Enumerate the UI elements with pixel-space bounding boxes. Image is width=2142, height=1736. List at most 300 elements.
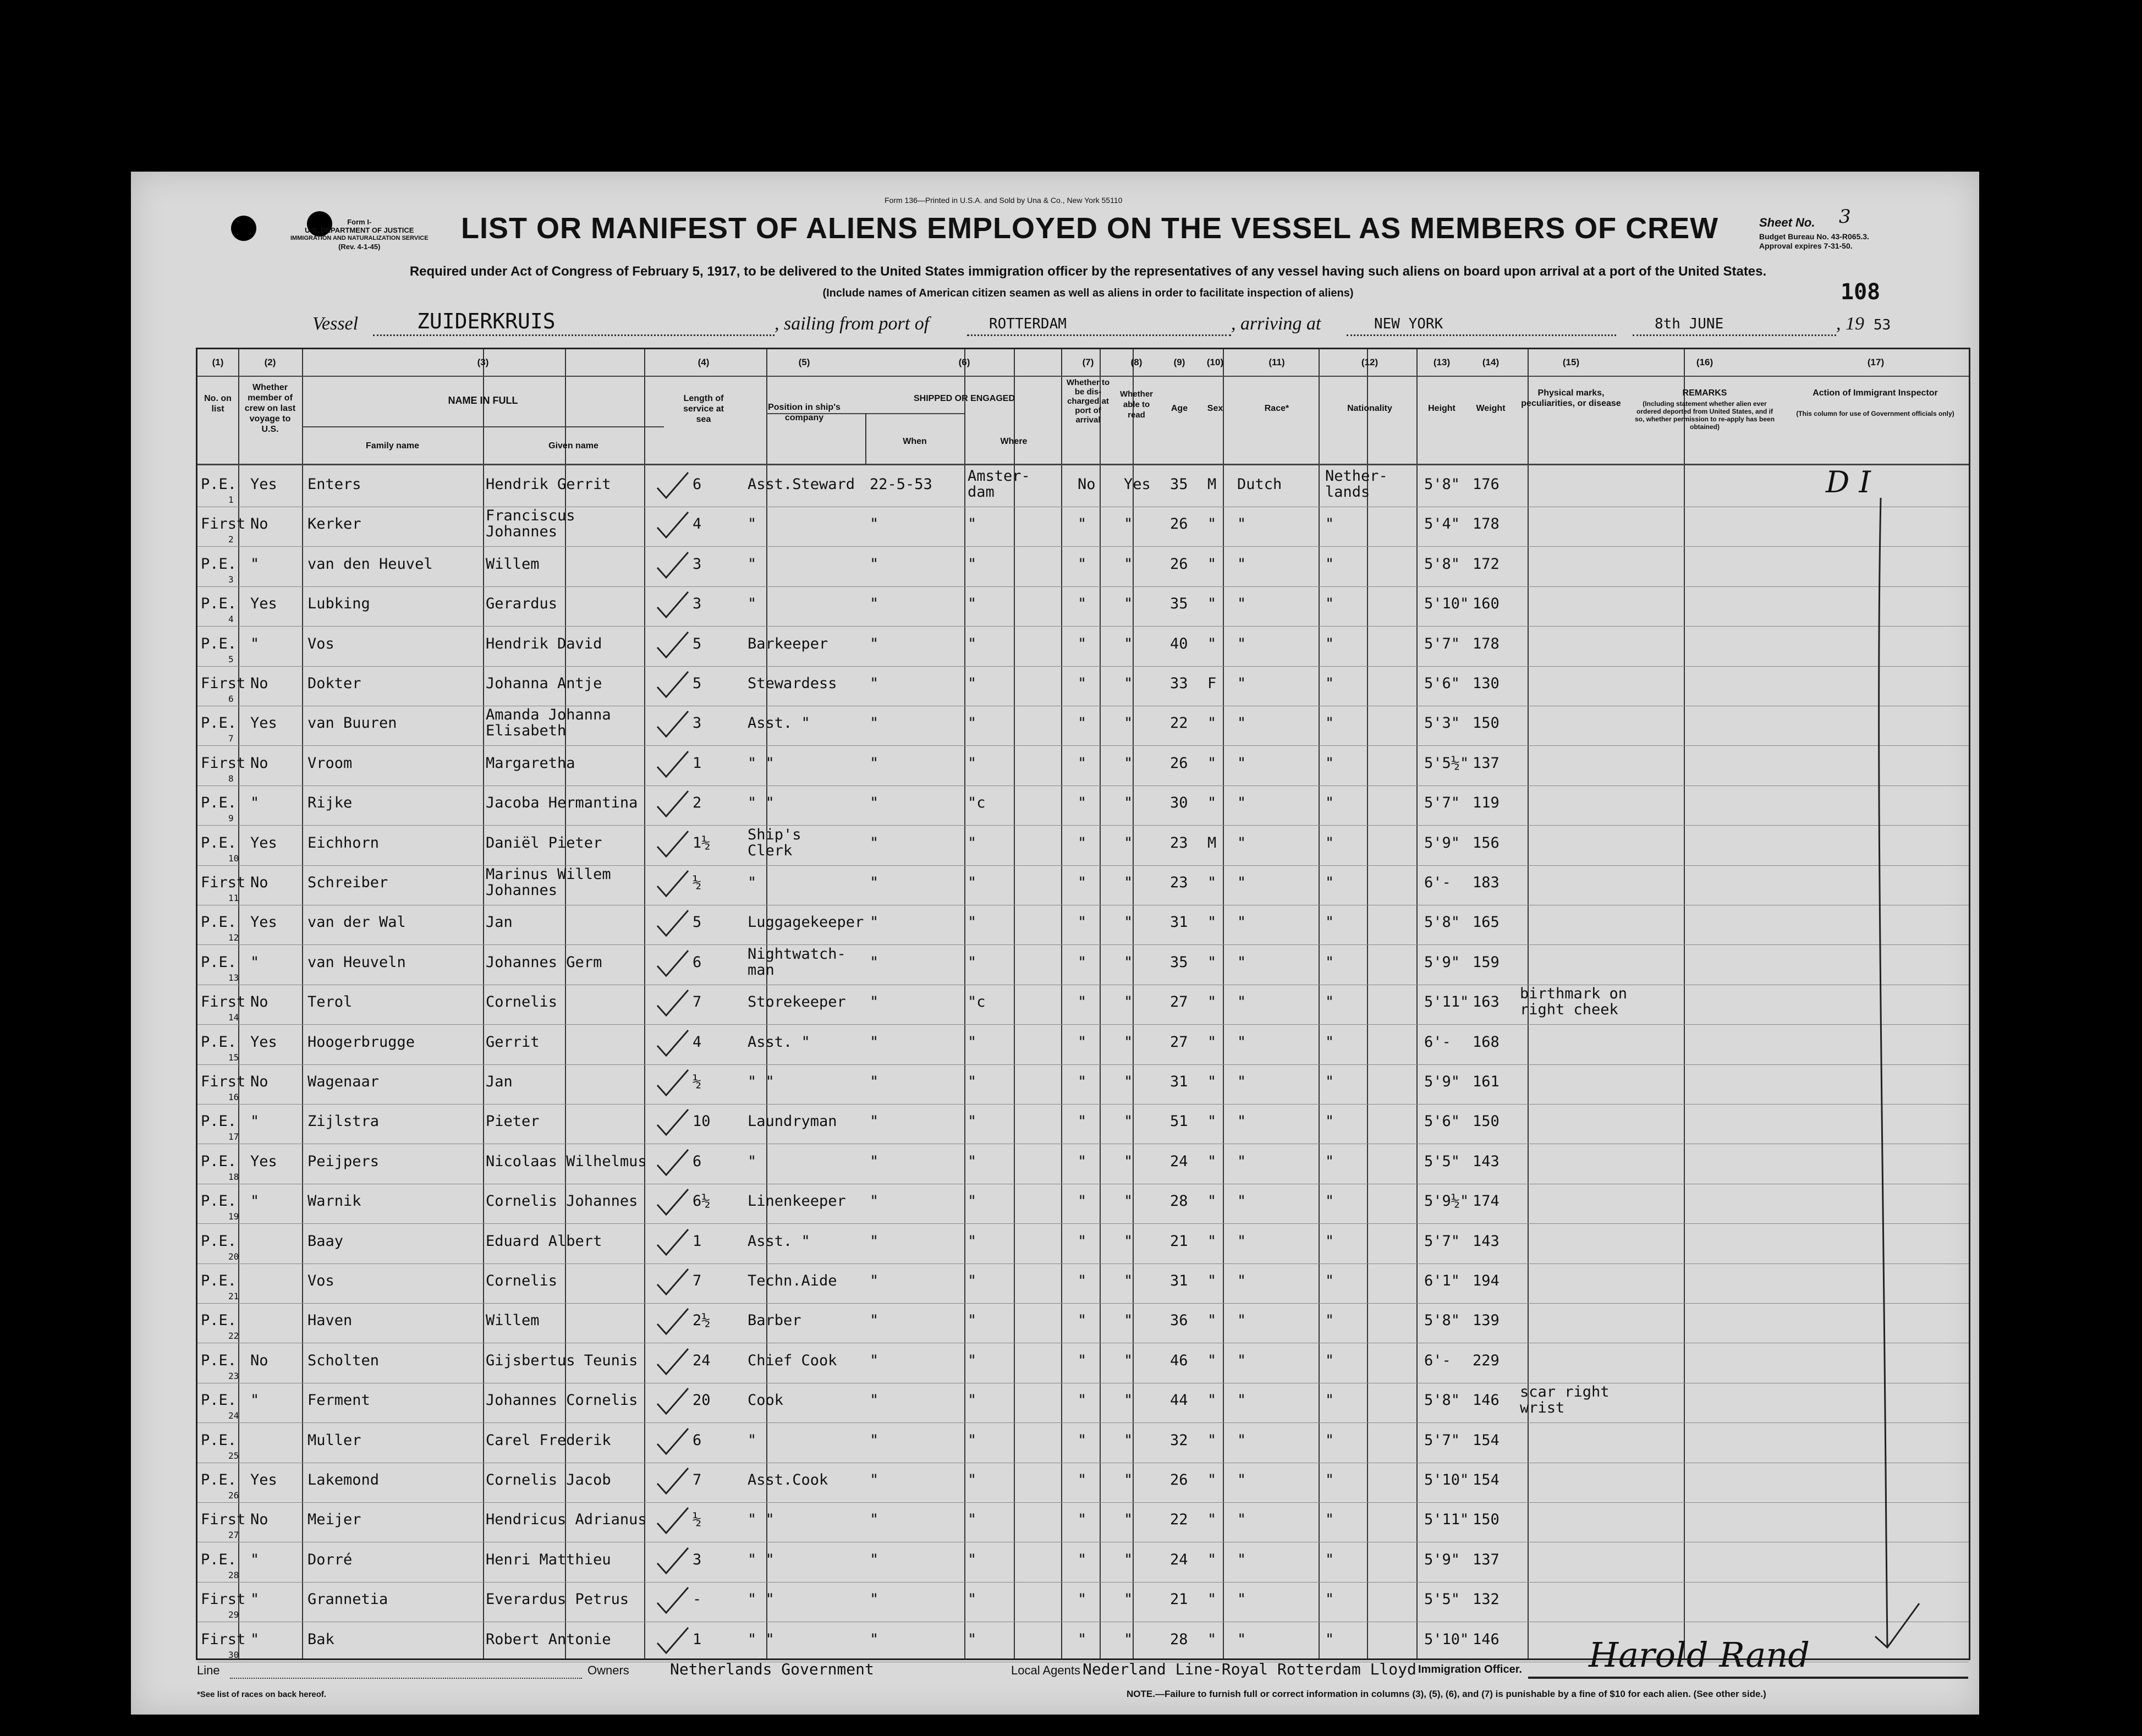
check-mark-icon xyxy=(654,668,693,701)
family-name-cell: Peijpers xyxy=(307,1152,380,1170)
able-to-read-cell: " xyxy=(1124,515,1133,533)
discharged-cell: " xyxy=(1078,754,1087,772)
age-cell: 31 xyxy=(1170,1272,1188,1289)
position-cell: Stewardess xyxy=(748,675,837,692)
row-class-cell: First xyxy=(201,1630,246,1648)
family-name-cell: Eichhorn xyxy=(307,834,380,851)
shipped-where-cell: " xyxy=(968,1551,977,1568)
year-label: , 19 xyxy=(1836,314,1864,334)
family-name-cell: Lubking xyxy=(307,595,370,613)
shipped-where-cell: " xyxy=(968,1232,977,1250)
row-class-cell: P.E. xyxy=(201,953,237,971)
vessel-name: ZUIDERKRUIS xyxy=(417,309,556,333)
position-cell: Asst. " xyxy=(748,1033,810,1051)
height-cell: 5'10" xyxy=(1424,1630,1469,1648)
officer-signature: Harold Rand xyxy=(1589,1635,1810,1675)
page-number: 108 xyxy=(1841,279,1881,305)
family-name-cell: Haven xyxy=(307,1312,353,1330)
family-name-cell: Zijlstra xyxy=(307,1113,380,1130)
table-row xyxy=(197,745,1969,786)
col-name: REMARKS xyxy=(1682,388,1727,398)
row-class-cell: First xyxy=(201,1511,246,1529)
table-row xyxy=(197,1143,1969,1184)
service-length-cell: ½ xyxy=(693,1511,702,1529)
service-length-cell: 5 xyxy=(693,635,702,652)
weight-cell: 178 xyxy=(1473,635,1500,652)
check-mark-icon xyxy=(654,828,693,861)
race-cell: " xyxy=(1237,1352,1246,1369)
last-voyage-cell: No xyxy=(250,1352,268,1369)
family-name-cell: Dorré xyxy=(307,1551,353,1568)
position-cell: " " xyxy=(748,1551,775,1568)
line-number: 24 xyxy=(228,1410,239,1421)
given-name-cell: Hendrik Gerrit xyxy=(486,476,611,493)
last-voyage-cell: No xyxy=(250,874,268,891)
shipped-when-cell: " xyxy=(870,1073,879,1090)
line-number: 30 xyxy=(228,1649,239,1660)
col-name: Whether member of crew on last voyage to U.S. xyxy=(244,383,296,434)
check-mark-icon xyxy=(654,1305,693,1338)
agents-value: Nederland Line-Royal Rotterdam Lloyd xyxy=(1083,1660,1416,1678)
shipped-when-cell: " xyxy=(870,1511,879,1529)
line-number: 23 xyxy=(228,1370,239,1381)
officer-label: Immigration Officer. xyxy=(1418,1663,1522,1675)
weight-cell: 143 xyxy=(1473,1152,1500,1170)
shipped-when-cell: " xyxy=(870,1591,879,1608)
service-length-cell: 20 xyxy=(693,1392,711,1409)
table-row xyxy=(197,506,1969,547)
nationality-cell: " xyxy=(1325,1352,1334,1369)
agents-label: Local Agents xyxy=(1011,1663,1080,1677)
service-length-cell: ½ xyxy=(693,1073,702,1090)
table-row xyxy=(197,546,1969,587)
height-cell: 5'8" xyxy=(1424,1392,1460,1409)
sex-cell: " xyxy=(1207,555,1217,573)
given-name-cell: Gijsbertus Teunis xyxy=(486,1352,638,1369)
last-voyage-cell: Yes xyxy=(250,715,277,732)
given-name-cell: Daniël Pieter xyxy=(486,834,602,851)
shipped-when-cell: " xyxy=(870,1113,879,1130)
able-to-read-cell: " xyxy=(1124,1591,1133,1608)
col-name: Height xyxy=(1428,404,1456,413)
col-name: Age xyxy=(1171,404,1188,413)
given-name-cell: Cornelis xyxy=(486,1272,558,1289)
physical-marks-cell: birthmark on right cheek xyxy=(1520,985,1628,1019)
service-length-cell: 1½ xyxy=(693,834,711,851)
nationality-cell: " xyxy=(1325,953,1334,971)
height-cell: 5'11" xyxy=(1424,1511,1469,1529)
sex-cell: " xyxy=(1207,1152,1217,1170)
sex-cell: " xyxy=(1207,1312,1217,1330)
race-cell: " xyxy=(1237,834,1246,851)
able-to-read-cell: " xyxy=(1124,1113,1133,1130)
weight-cell: 154 xyxy=(1473,1431,1500,1449)
race-cell: " xyxy=(1237,1591,1246,1608)
sex-cell: " xyxy=(1207,1193,1217,1210)
sex-cell: M xyxy=(1207,834,1217,851)
line-number: 28 xyxy=(228,1569,239,1580)
service-length-cell: 1 xyxy=(693,1630,702,1648)
check-mark-icon xyxy=(654,1027,693,1060)
able-to-read-cell: " xyxy=(1124,1312,1133,1330)
row-class-cell: First xyxy=(201,1591,246,1608)
arrival-port: NEW YORK xyxy=(1374,316,1443,332)
shipped-where-cell: " xyxy=(968,1152,977,1170)
shipped-where-cell: " xyxy=(968,1591,977,1608)
service-length-cell: 7 xyxy=(693,993,702,1011)
shipped-when-cell: " xyxy=(870,1630,879,1648)
family-name-cell: Bak xyxy=(307,1630,334,1648)
col-name: Physical marks, peculiarities, or disease xyxy=(1521,388,1621,408)
family-name-cell: van Buuren xyxy=(307,715,397,732)
shipped-when-cell: " xyxy=(870,1033,879,1051)
sex-cell: " xyxy=(1207,635,1217,652)
given-name-cell: Johanna Antje xyxy=(486,675,602,692)
shipped-when-cell: 22-5-53 xyxy=(870,476,932,493)
family-name-cell: Wagenaar xyxy=(307,1073,380,1090)
shipped-where-cell: " xyxy=(968,1033,977,1051)
nationality-cell: " xyxy=(1325,1193,1334,1210)
weight-cell: 137 xyxy=(1473,754,1500,772)
line-number: 21 xyxy=(228,1291,239,1301)
check-mark-icon xyxy=(654,1504,693,1537)
sex-cell: " xyxy=(1207,953,1217,971)
table-row xyxy=(197,585,1969,627)
line-number: 14 xyxy=(228,1012,239,1023)
race-cell: " xyxy=(1237,515,1246,533)
weight-cell: 165 xyxy=(1473,914,1500,931)
age-cell: 26 xyxy=(1170,1471,1188,1488)
row-class-cell: First xyxy=(201,874,246,891)
line-number: 8 xyxy=(228,773,234,784)
check-mark-icon xyxy=(654,788,693,821)
able-to-read-cell: Yes xyxy=(1124,476,1151,493)
given-name-cell: Hendricus Adrianus xyxy=(486,1511,647,1529)
arrival-year: 53 xyxy=(1874,317,1891,333)
race-cell: " xyxy=(1237,1033,1246,1051)
discharged-cell: " xyxy=(1078,1272,1087,1289)
age-cell: 51 xyxy=(1170,1113,1188,1130)
age-cell: 24 xyxy=(1170,1551,1188,1568)
given-name-cell: Cornelis Johannes xyxy=(486,1193,638,1210)
line-number: 25 xyxy=(228,1450,239,1461)
discharged-cell: " xyxy=(1078,1511,1087,1529)
family-name-cell: Terol xyxy=(307,993,353,1011)
punch-hole xyxy=(231,216,256,241)
shipped-when-cell: " xyxy=(870,874,879,891)
service-length-cell: - xyxy=(693,1591,702,1608)
table-row xyxy=(197,1501,1969,1542)
shipped-where-cell: " xyxy=(968,1073,977,1090)
row-class-cell: First xyxy=(201,675,246,692)
weight-cell: 137 xyxy=(1473,1551,1500,1568)
age-cell: 27 xyxy=(1170,1033,1188,1051)
given-name-cell: Willem xyxy=(486,1312,540,1330)
col-name: Race* xyxy=(1264,404,1289,413)
row-class-cell: P.E. xyxy=(201,914,237,931)
row-class-cell: First xyxy=(201,515,246,533)
discharged-cell: " xyxy=(1078,635,1087,652)
weight-cell: 154 xyxy=(1473,1471,1500,1488)
row-class-cell: P.E. xyxy=(201,595,237,613)
check-mark-icon xyxy=(654,907,693,940)
sex-cell: " xyxy=(1207,595,1217,613)
discharged-cell: " xyxy=(1078,715,1087,732)
height-cell: 5'5" xyxy=(1424,1152,1460,1170)
when-header: When xyxy=(903,437,927,446)
nationality-cell: " xyxy=(1325,834,1334,851)
check-mark-icon xyxy=(654,1146,693,1179)
position-cell: " " xyxy=(748,1630,775,1648)
position-cell: Laundryman xyxy=(748,1113,837,1130)
given-name-cell: Eduard Albert xyxy=(486,1232,602,1250)
sheet-number-label: Sheet No. xyxy=(1759,216,1815,229)
line-number: 19 xyxy=(228,1211,239,1222)
height-cell: 6'- xyxy=(1424,1352,1451,1369)
discharged-cell: " xyxy=(1078,1471,1087,1488)
discharged-cell: " xyxy=(1078,1591,1087,1608)
able-to-read-cell: " xyxy=(1124,635,1133,652)
col-name: No. on list xyxy=(204,394,232,414)
race-cell: " xyxy=(1237,914,1246,931)
position-cell: Barkeeper xyxy=(748,635,828,652)
age-cell: 46 xyxy=(1170,1352,1188,1369)
position-cell: " xyxy=(748,515,757,533)
table-row xyxy=(197,1223,1969,1264)
family-name-cell: Warnik xyxy=(307,1193,361,1210)
race-cell: " xyxy=(1237,595,1246,613)
weight-cell: 178 xyxy=(1473,515,1500,533)
last-voyage-cell: No xyxy=(250,675,268,692)
last-voyage-cell: " xyxy=(250,1551,260,1568)
service-length-cell: 5 xyxy=(693,914,702,931)
age-cell: 44 xyxy=(1170,1392,1188,1409)
table-row xyxy=(197,1581,1969,1622)
able-to-read-cell: " xyxy=(1124,754,1133,772)
discharged-cell: " xyxy=(1078,1352,1087,1369)
given-name-cell: Jacoba Hermantina xyxy=(486,794,638,812)
shipped-when-cell: " xyxy=(870,993,879,1011)
row-class-cell: P.E. xyxy=(201,1352,237,1369)
nationality-cell: " xyxy=(1325,595,1334,613)
able-to-read-cell: " xyxy=(1124,1630,1133,1648)
nationality-cell: " xyxy=(1325,715,1334,732)
sex-cell: " xyxy=(1207,1392,1217,1409)
able-to-read-cell: " xyxy=(1124,1193,1133,1210)
col-num: (14) xyxy=(1482,357,1500,367)
line-number: 2 xyxy=(228,534,234,545)
line-number: 1 xyxy=(228,495,234,505)
last-voyage-cell: Yes xyxy=(250,595,277,613)
service-length-cell: 6 xyxy=(693,953,702,971)
race-cell: " xyxy=(1237,794,1246,812)
shipped-when-cell: " xyxy=(870,1352,879,1369)
nationality-cell: " xyxy=(1325,754,1334,772)
last-voyage-cell: Yes xyxy=(250,1152,277,1170)
shipped-where-cell: " xyxy=(968,675,977,692)
weight-cell: 156 xyxy=(1473,834,1500,851)
discharged-cell: " xyxy=(1078,1113,1087,1130)
family-name-cell: Kerker xyxy=(307,515,361,533)
physical-marks-cell: scar right wrist xyxy=(1520,1383,1610,1417)
line-number: 16 xyxy=(228,1092,239,1102)
form-identifier: Form I- U.S. DEPARTMENT OF JUSTICE IMMIGRATION AND NATURALIZATION SERVICE (Rev. 4-1-45) xyxy=(290,218,429,251)
family-name-header: Family name xyxy=(366,441,419,451)
col-num: (4) xyxy=(697,357,710,367)
weight-cell: 161 xyxy=(1473,1073,1500,1090)
sex-cell: F xyxy=(1207,675,1217,692)
last-voyage-cell: No xyxy=(250,754,268,772)
nationality-cell: " xyxy=(1325,914,1334,931)
able-to-read-cell: " xyxy=(1124,953,1133,971)
sex-cell: " xyxy=(1207,1073,1217,1090)
nationality-cell: " xyxy=(1325,1272,1334,1289)
shipped-when-cell: " xyxy=(870,754,879,772)
check-mark-icon xyxy=(654,1385,693,1418)
last-voyage-cell: No xyxy=(250,1511,268,1529)
family-name-cell: Baay xyxy=(307,1232,344,1250)
discharged-cell: " xyxy=(1078,1152,1087,1170)
age-cell: 28 xyxy=(1170,1193,1188,1210)
height-cell: 5'7" xyxy=(1424,635,1460,652)
line-number: 9 xyxy=(228,813,234,824)
col-num: (7) xyxy=(1082,357,1094,367)
nationality-cell: " xyxy=(1325,1551,1334,1568)
position-cell: " " xyxy=(748,1511,775,1529)
race-cell: " xyxy=(1237,1312,1246,1330)
last-voyage-cell: No xyxy=(250,993,268,1011)
shipped-when-cell: " xyxy=(870,1193,879,1210)
given-name-cell: Margaretha xyxy=(486,754,575,772)
owners-value: Netherlands Government xyxy=(670,1660,874,1678)
nationality-cell: " xyxy=(1325,1591,1334,1608)
col-name: Position in ship's company xyxy=(768,403,841,422)
given-name-cell: Gerrit xyxy=(486,1033,540,1051)
shipped-where-cell: " xyxy=(968,1431,977,1449)
able-to-read-cell: " xyxy=(1124,1033,1133,1051)
shipped-where-cell: " xyxy=(968,1113,977,1130)
given-name-cell: Hendrik David xyxy=(486,635,602,652)
shipped-when-cell: " xyxy=(870,555,879,573)
last-voyage-cell: " xyxy=(250,1113,260,1130)
able-to-read-cell: " xyxy=(1124,993,1133,1011)
table-row xyxy=(197,1382,1969,1423)
height-cell: 5'6" xyxy=(1424,675,1460,692)
height-cell: 5'8" xyxy=(1424,914,1460,931)
check-mark-icon xyxy=(654,629,693,662)
shipped-when-cell: " xyxy=(870,1152,879,1170)
row-class-cell: P.E. xyxy=(201,635,237,652)
shipped-when-cell: " xyxy=(870,1312,879,1330)
height-cell: 5'10" xyxy=(1424,1471,1469,1488)
sex-cell: " xyxy=(1207,754,1217,772)
check-mark-icon xyxy=(654,1624,693,1657)
last-voyage-cell: Yes xyxy=(250,1471,277,1488)
race-cell: " xyxy=(1237,993,1246,1011)
service-length-cell: 10 xyxy=(693,1113,711,1130)
nationality-cell: " xyxy=(1325,635,1334,652)
age-cell: 36 xyxy=(1170,1312,1188,1330)
shipped-where-cell: " xyxy=(968,715,977,732)
row-class-cell: P.E. xyxy=(201,1272,237,1289)
table-row xyxy=(197,1302,1969,1343)
given-name-cell: Carel Frederik xyxy=(486,1431,611,1449)
where-header: Where xyxy=(1000,437,1028,446)
sex-cell: " xyxy=(1207,1033,1217,1051)
weight-cell: 176 xyxy=(1473,476,1500,493)
shipped-when-cell: " xyxy=(870,834,879,851)
check-mark-icon xyxy=(654,748,693,781)
position-cell: Asst. " xyxy=(748,1232,810,1250)
discharged-cell: " xyxy=(1078,1232,1087,1250)
row-class-cell: P.E. xyxy=(201,1193,237,1210)
check-mark-icon xyxy=(654,708,693,741)
nationality-cell: " xyxy=(1325,1431,1334,1449)
able-to-read-cell: " xyxy=(1124,1431,1133,1449)
race-cell: " xyxy=(1237,874,1246,891)
col-num: (15) xyxy=(1562,357,1580,367)
discharged-cell: " xyxy=(1078,675,1087,692)
departure-port: ROTTERDAM xyxy=(989,316,1067,332)
position-cell: Techn.Aide xyxy=(748,1272,837,1289)
shipped-when-cell: " xyxy=(870,914,879,931)
age-cell: 35 xyxy=(1170,953,1188,971)
age-cell: 21 xyxy=(1170,1591,1188,1608)
table-row xyxy=(197,665,1969,706)
position-cell: " " xyxy=(748,1073,775,1090)
sheet-number: 3 xyxy=(1839,206,1851,228)
sex-cell: " xyxy=(1207,1511,1217,1529)
race-cell: " xyxy=(1237,675,1246,692)
last-voyage-cell: " xyxy=(250,1630,260,1648)
shipped-where-cell: " xyxy=(968,635,977,652)
age-cell: 28 xyxy=(1170,1630,1188,1648)
shipped-where-cell: " xyxy=(968,595,977,613)
able-to-read-cell: " xyxy=(1124,675,1133,692)
family-name-cell: Grannetia xyxy=(307,1591,388,1608)
col-name: Length of service at sea xyxy=(683,394,724,424)
height-cell: 5'11" xyxy=(1424,993,1469,1011)
col-num: (1) xyxy=(212,357,224,367)
check-mark-icon xyxy=(654,1067,693,1100)
given-name-cell: Franciscus Johannes xyxy=(486,507,575,541)
able-to-read-cell: " xyxy=(1124,595,1133,613)
race-cell: " xyxy=(1237,1471,1246,1488)
shipped-where-cell: " xyxy=(968,1352,977,1369)
legal-requirement: Required under Act of Congress of February 5, 1917, to be delivered to the United States immigration officer by the representatives of any vessel having such aliens on board upon arrival at a port of the United States. xyxy=(409,264,1767,279)
sex-cell: M xyxy=(1207,476,1217,493)
shipped-when-cell: " xyxy=(870,953,879,971)
weight-cell: 159 xyxy=(1473,953,1500,971)
given-name-cell: Cornelis xyxy=(486,993,558,1011)
remarks-note: (Including statement whether alien ever ordered deported from United States, and if so, whether permission to re-apply has been obtained) xyxy=(1634,400,1775,431)
check-mark-icon xyxy=(654,1425,693,1458)
position-cell: " " xyxy=(748,1591,775,1608)
shipped-where-cell: " xyxy=(968,1312,977,1330)
sex-cell: " xyxy=(1207,1630,1217,1648)
weight-cell: 163 xyxy=(1473,993,1500,1011)
age-cell: 33 xyxy=(1170,675,1188,692)
given-name-cell: Johannes Cornelis xyxy=(486,1392,638,1409)
check-mark-icon xyxy=(654,1465,693,1498)
nationality-cell: " xyxy=(1325,1511,1334,1529)
line-number: 26 xyxy=(228,1490,239,1501)
height-cell: 5'8" xyxy=(1424,555,1460,573)
row-class-cell: P.E. xyxy=(201,1312,237,1330)
nationality-cell: " xyxy=(1325,1232,1334,1250)
sex-cell: " xyxy=(1207,1551,1217,1568)
check-mark-icon xyxy=(654,947,693,980)
